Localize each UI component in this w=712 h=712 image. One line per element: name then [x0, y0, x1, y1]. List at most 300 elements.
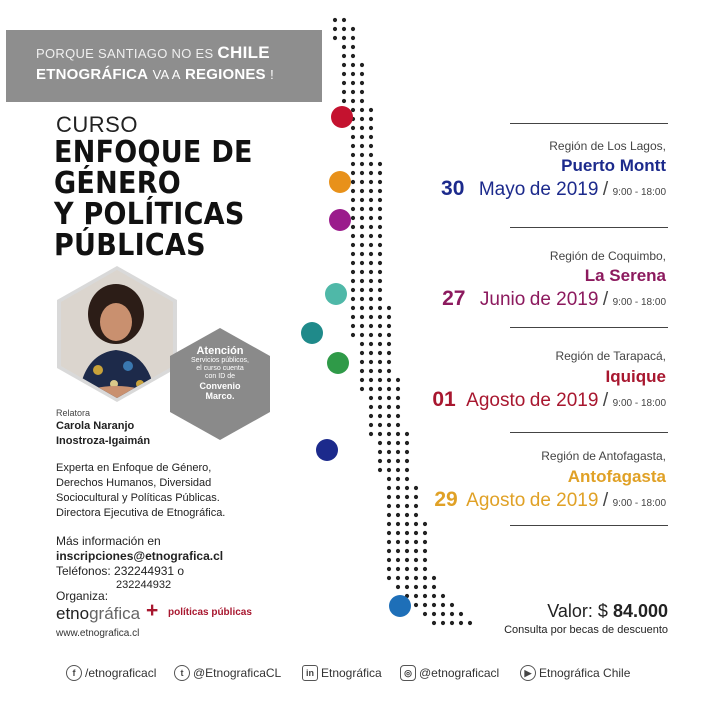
map-dot: [450, 621, 454, 625]
event-city-2: La Serena: [584, 266, 666, 285]
map-dot: [459, 621, 463, 625]
map-dot: [369, 432, 373, 436]
more-info-label: Más información en: [56, 534, 161, 548]
map-dot: [378, 252, 382, 256]
map-dot: [369, 180, 373, 184]
map-dot: [351, 90, 355, 94]
social-instagram[interactable]: ◎ @etnograficacl: [400, 663, 499, 683]
map-dot: [378, 198, 382, 202]
map-dot: [378, 459, 382, 463]
map-dot: [387, 405, 391, 409]
map-marker: [325, 283, 347, 305]
map-dot: [369, 342, 373, 346]
map-dot: [387, 558, 391, 562]
map-dot: [360, 225, 364, 229]
map-dot: [378, 450, 382, 454]
map-dot: [450, 603, 454, 607]
map-dot: [360, 189, 364, 193]
map-dot: [423, 549, 427, 553]
map-dot: [369, 315, 373, 319]
map-dot: [360, 342, 364, 346]
phones-line: Teléfonos: 232244931 o: [56, 564, 185, 578]
event-region-4: Región de Antofagasta,: [541, 449, 666, 463]
phone-2: 232244932: [116, 579, 172, 591]
map-dot: [396, 495, 400, 499]
map-dot: [387, 576, 391, 580]
map-dot: [423, 603, 427, 607]
map-dot: [405, 486, 409, 490]
map-dot: [360, 162, 364, 166]
map-dot: [378, 261, 382, 265]
map-marker: [329, 209, 351, 231]
event-region-2: Región de Coquimbo,: [549, 249, 666, 263]
event-date-4: 29 Agosto de 2019 / 9:00 - 18:00: [434, 488, 666, 511]
map-dot: [351, 261, 355, 265]
map-dot: [360, 261, 364, 265]
map-marker: [327, 352, 349, 374]
map-dot: [351, 99, 355, 103]
map-dot: [378, 468, 382, 472]
map-dot: [387, 495, 391, 499]
map-dot: [351, 54, 355, 58]
map-dot: [369, 117, 373, 121]
event-date-1: 30 Mayo de 2019 / 9:00 - 18:00: [441, 177, 666, 200]
map-dot: [396, 567, 400, 571]
map-dot: [378, 423, 382, 427]
map-dot: [387, 549, 391, 553]
map-dot: [369, 351, 373, 355]
map-marker: [329, 171, 351, 193]
map-dot: [405, 540, 409, 544]
map-dot: [387, 468, 391, 472]
map-dot: [351, 333, 355, 337]
map-dot: [360, 315, 364, 319]
map-dot: [342, 99, 346, 103]
event-date-3: 01 Agosto de 2019 / 9:00 - 18:00: [432, 388, 666, 411]
map-dot: [396, 441, 400, 445]
map-dot: [396, 468, 400, 472]
map-dot: [405, 558, 409, 562]
map-dot: [351, 198, 355, 202]
map-dot: [432, 576, 436, 580]
map-dot: [423, 531, 427, 535]
map-dot: [360, 216, 364, 220]
map-dot: [369, 279, 373, 283]
map-dot: [387, 351, 391, 355]
map-dot: [360, 72, 364, 76]
map-marker: [316, 439, 338, 461]
map-dot: [378, 243, 382, 247]
header-banner: [6, 30, 322, 102]
map-dot: [378, 216, 382, 220]
map-dot: [369, 126, 373, 130]
map-dot: [351, 126, 355, 130]
map-dot: [396, 459, 400, 463]
map-dot: [396, 450, 400, 454]
map-dot: [360, 108, 364, 112]
map-dot: [423, 576, 427, 580]
social-twitter[interactable]: t @EtnograficaCL: [174, 663, 281, 683]
map-dot: [396, 531, 400, 535]
map-dot: [351, 36, 355, 40]
map-dot: [387, 360, 391, 364]
email-link[interactable]: inscripciones@etnografica.cl: [56, 549, 224, 563]
map-marker: [331, 106, 353, 128]
map-dot: [351, 288, 355, 292]
chile-dot-map: [290, 0, 490, 650]
map-dot: [351, 180, 355, 184]
scholarship-note: Consulta por becas de descuento: [504, 624, 668, 636]
map-dot: [351, 189, 355, 193]
map-dot: [351, 81, 355, 85]
map-dot: [405, 459, 409, 463]
map-dot: [360, 81, 364, 85]
banner-line-1: PORQUE SANTIAGO NO ES CHILE: [36, 43, 270, 62]
map-dot: [378, 369, 382, 373]
map-dot: [396, 558, 400, 562]
map-dot: [378, 414, 382, 418]
map-dot: [387, 477, 391, 481]
course-title-line-3: Y POLÍTICAS: [54, 197, 245, 232]
event-region-3: Región de Tarapacá,: [555, 349, 666, 363]
map-dot: [405, 441, 409, 445]
map-dot: [414, 531, 418, 535]
map-dot: [432, 594, 436, 598]
map-dot: [333, 27, 337, 31]
map-dot: [360, 378, 364, 382]
map-dot: [378, 162, 382, 166]
map-dot: [414, 594, 418, 598]
map-dot: [387, 315, 391, 319]
map-dot: [423, 567, 427, 571]
map-dot: [378, 180, 382, 184]
speaker-name-line-1: Carola Naranjo: [56, 420, 135, 432]
map-dot: [342, 54, 346, 58]
map-dot: [396, 432, 400, 436]
map-dot: [459, 612, 463, 616]
map-dot: [378, 171, 382, 175]
map-dot: [378, 297, 382, 301]
map-dot: [360, 324, 364, 328]
map-dot: [360, 243, 364, 247]
map-dot: [351, 162, 355, 166]
map-dot: [360, 270, 364, 274]
map-marker: [301, 322, 323, 344]
map-dot: [396, 387, 400, 391]
map-dot: [360, 297, 364, 301]
map-dot: [387, 378, 391, 382]
map-dot: [414, 603, 418, 607]
website-link[interactable]: www.etnografica.cl: [56, 628, 140, 639]
map-dot: [360, 279, 364, 283]
event-city-3: Iquique: [605, 367, 666, 386]
map-dot: [387, 522, 391, 526]
map-dot: [369, 288, 373, 292]
map-dot: [360, 306, 364, 310]
map-dot: [387, 486, 391, 490]
map-dot: [387, 324, 391, 328]
event-city-1: Puerto Montt: [561, 156, 666, 175]
map-dot: [369, 243, 373, 247]
map-dot: [369, 144, 373, 148]
map-dot: [405, 549, 409, 553]
map-dot: [396, 549, 400, 553]
youtube-icon: ▶: [520, 665, 536, 681]
instagram-icon: ◎: [400, 665, 416, 681]
social-linkedin[interactable]: in Etnográfica: [302, 663, 382, 683]
map-dot: [378, 378, 382, 382]
map-dot: [414, 576, 418, 580]
map-dot: [432, 621, 436, 625]
map-dot: [351, 279, 355, 283]
map-dot: [360, 63, 364, 67]
map-dot: [378, 324, 382, 328]
event-divider: [510, 525, 668, 526]
facebook-icon: f: [66, 665, 82, 681]
map-dot: [378, 396, 382, 400]
map-dot: [423, 522, 427, 526]
map-dot: [423, 558, 427, 562]
map-dot: [360, 153, 364, 157]
speaker-role: Relatora: [56, 408, 91, 418]
map-dot: [414, 522, 418, 526]
map-dot: [387, 369, 391, 373]
map-dot: [387, 531, 391, 535]
map-dot: [369, 207, 373, 211]
map-dot: [360, 117, 364, 121]
twitter-icon: t: [174, 665, 190, 681]
course-label: CURSO: [56, 112, 138, 137]
map-dot: [351, 216, 355, 220]
speaker-name-line-2: Inostroza-Igaimán: [56, 435, 151, 447]
map-dot: [450, 612, 454, 616]
map-dot: [369, 108, 373, 112]
map-dot: [387, 441, 391, 445]
map-dot: [378, 207, 382, 211]
map-dot: [405, 576, 409, 580]
map-dot: [360, 171, 364, 175]
map-marker: [389, 595, 411, 617]
map-dot: [387, 342, 391, 346]
map-dot: [378, 387, 382, 391]
map-dot: [441, 612, 445, 616]
politicas-publicas-logo: políticas públicas: [168, 607, 252, 618]
map-dot: [378, 342, 382, 346]
logo-plus-sign: +: [146, 599, 159, 622]
map-dot: [432, 603, 436, 607]
map-dot: [351, 297, 355, 301]
map-dot: [351, 243, 355, 247]
map-dot: [387, 513, 391, 517]
map-dot: [387, 459, 391, 463]
map-dot: [423, 612, 427, 616]
map-dot: [396, 477, 400, 481]
map-dot: [405, 468, 409, 472]
map-dot: [351, 171, 355, 175]
etnografica-logo: etnográfica: [56, 604, 141, 623]
map-dot: [360, 135, 364, 139]
map-dot: [360, 288, 364, 292]
map-dot: [396, 378, 400, 382]
event-divider: [510, 227, 668, 228]
speaker-bio-line-3: Sociocultural y Políticas Públicas.: [56, 492, 220, 504]
map-dot: [378, 288, 382, 292]
map-dot: [369, 378, 373, 382]
map-dot: [387, 432, 391, 436]
social-youtube[interactable]: ▶ Etnográfica Chile: [520, 663, 630, 683]
map-dot: [369, 171, 373, 175]
map-dot: [414, 585, 418, 589]
map-dot: [351, 72, 355, 76]
social-facebook[interactable]: f /etnograficacl: [66, 663, 156, 683]
map-dot: [387, 504, 391, 508]
course-title-line-1: ENFOQUE DE: [54, 135, 253, 170]
map-dot: [369, 387, 373, 391]
map-dot: [369, 423, 373, 427]
map-dot: [441, 594, 445, 598]
map-dot: [369, 252, 373, 256]
map-dot: [378, 306, 382, 310]
event-divider: [510, 432, 668, 433]
map-dot: [414, 495, 418, 499]
map-dot: [405, 504, 409, 508]
map-dot: [405, 567, 409, 571]
linkedin-icon: in: [302, 665, 318, 681]
map-dot: [405, 522, 409, 526]
map-dot: [387, 333, 391, 337]
map-dot: [387, 414, 391, 418]
map-dot: [369, 234, 373, 238]
map-dot: [378, 432, 382, 436]
map-dot: [351, 207, 355, 211]
map-dot: [378, 270, 382, 274]
map-dot: [387, 396, 391, 400]
map-dot: [351, 63, 355, 67]
map-dot: [396, 405, 400, 409]
map-dot: [369, 198, 373, 202]
map-dot: [378, 279, 382, 283]
map-dot: [351, 252, 355, 256]
event-region-1: Región de Los Lagos,: [549, 139, 666, 153]
map-dot: [387, 567, 391, 571]
map-dot: [360, 333, 364, 337]
map-dot: [369, 261, 373, 265]
map-dot: [378, 189, 382, 193]
map-dot: [423, 540, 427, 544]
map-dot: [342, 45, 346, 49]
map-dot: [414, 486, 418, 490]
map-dot: [360, 207, 364, 211]
map-dot: [351, 108, 355, 112]
map-dot: [396, 585, 400, 589]
map-dot: [396, 423, 400, 427]
map-dot: [369, 333, 373, 337]
map-dot: [405, 585, 409, 589]
event-city-4: Antofagasta: [567, 467, 666, 486]
map-dot: [468, 621, 472, 625]
map-dot: [360, 351, 364, 355]
map-dot: [414, 513, 418, 517]
map-dot: [369, 162, 373, 166]
map-dot: [405, 432, 409, 436]
map-dot: [351, 234, 355, 238]
map-dot: [378, 315, 382, 319]
map-dot: [360, 144, 364, 148]
map-dot: [351, 225, 355, 229]
map-dot: [369, 216, 373, 220]
map-dot: [441, 621, 445, 625]
map-dot: [369, 225, 373, 229]
map-dot: [342, 18, 346, 22]
map-dot: [378, 333, 382, 337]
map-dot: [369, 369, 373, 373]
map-dot: [360, 387, 364, 391]
map-dot: [387, 450, 391, 454]
map-dot: [369, 360, 373, 364]
map-dot: [342, 72, 346, 76]
map-dot: [360, 252, 364, 256]
map-dot: [423, 585, 427, 589]
map-dot: [378, 360, 382, 364]
map-dot: [432, 585, 436, 589]
map-dot: [342, 90, 346, 94]
map-dot: [369, 270, 373, 274]
map-dot: [378, 441, 382, 445]
map-dot: [369, 297, 373, 301]
speaker-photo: [56, 266, 178, 402]
map-dot: [360, 99, 364, 103]
map-dot: [351, 306, 355, 310]
map-dot: [396, 576, 400, 580]
map-dot: [396, 486, 400, 490]
banner-line-2: ETNOGRÁFICA VA A REGIONES !: [36, 66, 274, 83]
map-dot: [342, 63, 346, 67]
map-dot: [369, 405, 373, 409]
map-dot: [369, 324, 373, 328]
map-dot: [360, 180, 364, 184]
map-dot: [369, 396, 373, 400]
map-dot: [396, 396, 400, 400]
speaker-bio-line-4: Directora Ejecutiva de Etnográfica.: [56, 507, 226, 519]
speaker-bio-line-2: Derechos Humanos, Diversidad: [56, 477, 212, 489]
map-dot: [351, 324, 355, 328]
map-dot: [378, 234, 382, 238]
map-dot: [369, 153, 373, 157]
map-dot: [441, 603, 445, 607]
map-dot: [396, 504, 400, 508]
map-dot: [351, 135, 355, 139]
map-dot: [351, 45, 355, 49]
map-dot: [405, 513, 409, 517]
course-title-line-4: PÚBLICAS: [54, 228, 206, 263]
map-dot: [378, 405, 382, 409]
map-dot: [414, 540, 418, 544]
map-dot: [414, 504, 418, 508]
map-dot: [405, 477, 409, 481]
map-dot: [387, 423, 391, 427]
map-dot: [369, 189, 373, 193]
map-dot: [378, 351, 382, 355]
map-dot: [333, 18, 337, 22]
map-dot: [396, 540, 400, 544]
map-dot: [414, 558, 418, 562]
map-dot: [405, 450, 409, 454]
map-dot: [369, 414, 373, 418]
map-dot: [360, 234, 364, 238]
map-dot: [360, 360, 364, 364]
map-dot: [360, 90, 364, 94]
map-dot: [351, 315, 355, 319]
